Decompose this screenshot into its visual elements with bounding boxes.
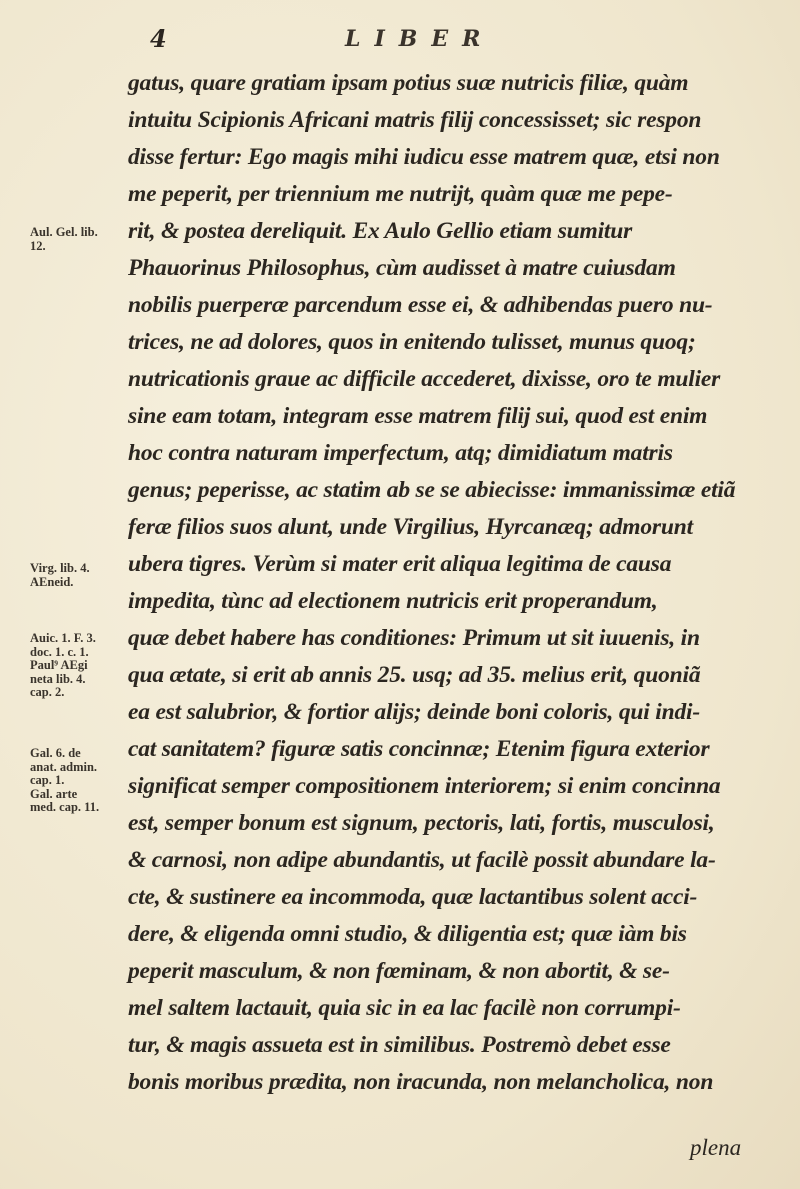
marginal-note-line: Gal. 6. de bbox=[30, 746, 81, 760]
marginal-note-line: AEneid. bbox=[30, 574, 74, 589]
marginal-note-line: 12. bbox=[30, 238, 46, 253]
marginal-note-line: doc. 1. c. 1. bbox=[30, 644, 89, 659]
marginal-note-line: med. cap. 11. bbox=[30, 800, 100, 814]
marginal-note-line: Aul. Gel. lib. bbox=[30, 225, 98, 239]
marginal-note-line: Auic. 1. F. 3. bbox=[30, 631, 96, 645]
text-line: feræ filios suos alunt, unde Virgilius, Hyrcanæq; admorunt bbox=[128, 514, 693, 540]
text-line: tur, & magis assueta est in similibus. Postremò debet esse bbox=[128, 1032, 671, 1058]
text-line: est, semper bonum est signum, pectoris, lati, fortis, musculosi, bbox=[128, 810, 715, 836]
marginal-note-line: Virg. lib. 4. bbox=[30, 561, 90, 575]
marginal-note-line: Paul⁹ AEgi bbox=[30, 658, 88, 672]
page-number: 4 bbox=[150, 24, 167, 53]
marginal-note bbox=[30, 747, 99, 815]
text-line: cte, & sustinere ea incommoda, quæ lactantibus solent acci- bbox=[128, 884, 698, 910]
text-line: nobilis puerperæ parcendum esse ei, & adhibendas puero nu- bbox=[128, 292, 713, 318]
marginal-note bbox=[30, 226, 98, 253]
text-line: nutricationis graue ac difficile accederet, dixisse, oro te mulier bbox=[128, 366, 721, 392]
text-line: peperit masculum, & non fœminam, & non abortit, & se- bbox=[128, 958, 670, 984]
marginal-note-line: neta lib. 4. bbox=[30, 671, 86, 686]
text-line: genus; peperisse, ac statim ab se se abiecisse: immanissimæ etiã bbox=[128, 477, 736, 503]
text-line: impedita, tùnc ad electionem nutricis erit properandum, bbox=[128, 588, 658, 614]
text-line: gatus, quare gratiam ipsam potius suæ nutricis filiæ, quàm bbox=[128, 70, 689, 96]
running-title: LIBER bbox=[345, 26, 495, 52]
text-line: qua ætate, si erit ab annis 25. usq; ad 35. melius erit, quoniã bbox=[128, 662, 701, 688]
text-line: mel saltem lactauit, quia sic in ea lac facilè non corrumpi- bbox=[128, 995, 681, 1021]
text-line: dere, & eligenda omni studio, & diligentia est; quæ iàm bis bbox=[128, 921, 687, 947]
text-line: intuitu Scipionis Africani matris filij concessisset; sic respon bbox=[128, 107, 702, 133]
text-line: Phauorinus Philosophus, cùm audisset à matre cuiusdam bbox=[128, 255, 676, 281]
text-line: disse fertur: Ego magis mihi iudicu esse matrem quæ, etsi non bbox=[128, 144, 720, 170]
page-header bbox=[0, 18, 800, 58]
text-line: me peperit, per triennium me nutrijt, quàm quæ me pepe- bbox=[128, 181, 673, 207]
catchword: plena bbox=[690, 1135, 742, 1160]
text-line: & carnosi, non adipe abundantis, ut facilè possit abundare la- bbox=[128, 847, 716, 873]
marginal-note bbox=[30, 562, 90, 589]
text-line: hoc contra naturam imperfectum, atq; dimidiatum matris bbox=[128, 440, 673, 466]
marginal-note bbox=[30, 632, 96, 700]
text-line: quæ debet habere has conditiones: Primum ut sit iuuenis, in bbox=[128, 625, 700, 651]
text-line: trices, ne ad dolores, quos in enitendo tulisset, munus quoq; bbox=[128, 329, 696, 355]
marginal-note-line: cap. 2. bbox=[30, 685, 65, 699]
marginal-note-line: Gal. arte bbox=[30, 786, 78, 801]
text-line: bonis moribus prædita, non iracunda, non melancholica, non bbox=[128, 1069, 714, 1095]
text-line: sine eam totam, integram esse matrem filij sui, quod est enim bbox=[128, 403, 708, 429]
text-line: significat semper compositionem interiorem; si enim concinna bbox=[128, 773, 721, 799]
marginal-note-line: anat. admin. bbox=[30, 759, 98, 774]
text-line: rit, & postea dereliquit. Ex Aulo Gellio etiam sumitur bbox=[128, 218, 633, 244]
marginal-note-line: cap. 1. bbox=[30, 773, 65, 787]
text-line: ubera tigres. Verùm si mater erit aliqua legitima de causa bbox=[128, 551, 672, 577]
text-line: cat sanitatem? figuræ satis concinnæ; Etenim figura exterior bbox=[128, 736, 710, 762]
text-line: ea est salubrior, & fortior alijs; deinde boni coloris, qui indi- bbox=[128, 699, 700, 725]
